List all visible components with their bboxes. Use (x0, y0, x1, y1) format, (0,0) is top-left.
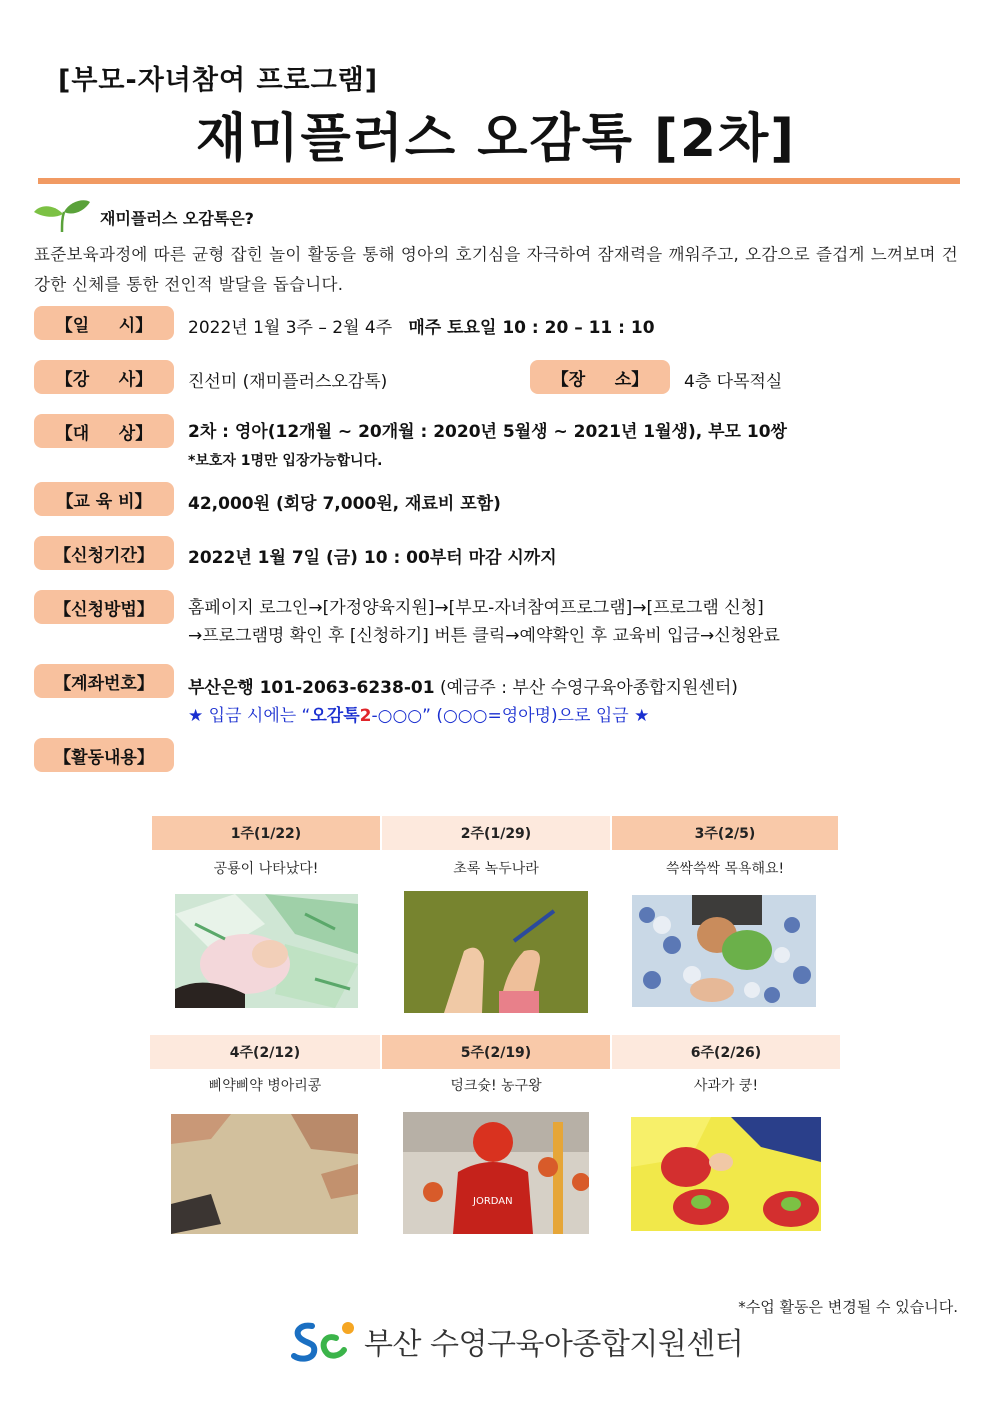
instructor-label: 【강 사】 (34, 360, 174, 394)
week-2-title: 초록 녹두나라 (453, 861, 539, 877)
week-3-header: 3주(2/5) (612, 816, 838, 850)
deposit-name: 오감톡 (310, 706, 360, 726)
week-5-header: 5주(2/19) (382, 1035, 610, 1069)
week-5-title: 덩크슛! 농구왕 (450, 1078, 542, 1094)
week-5-photo (403, 1112, 589, 1234)
account-number: 부산은행 101-2063-6238-01 (188, 678, 435, 698)
fee-label: 【교 육 비】 (34, 482, 174, 516)
org-logo (290, 1318, 743, 1364)
method-line-2: →프로그램명 확인 후 [신청하기] 버튼 클릭→예약확인 후 교육비 입금→신청완료 (188, 626, 780, 646)
week-2-header: 2주(1/29) (382, 816, 610, 850)
week-1-title: 공룡이 나타났다! (213, 861, 319, 877)
instructor-value: 진선미 (재미플러스오감톡) (188, 372, 388, 392)
place-value: 4층 다목적실 (684, 372, 783, 392)
svg-text:JORDAN: JORDAN (473, 1196, 513, 1207)
org-name: 부산 수영구육아종합지원센터 (364, 1327, 744, 1362)
date-time: 매주 토요일 10 : 20 – 11 : 10 (408, 318, 655, 338)
account-value (188, 673, 738, 698)
week-3-photo (632, 895, 816, 1007)
footer-note: *수업 활동은 변경될 수 있습니다. (738, 1298, 958, 1316)
fee-value: 42,000원 (회당 7,000원, 재료비 포함) (188, 494, 501, 514)
target-value: 2차 : 영아(12개월 ~ 20개월 : 2020년 5월생 ~ 2021년 1월생), 부모 10쌍 (188, 422, 787, 442)
activity-label: 【활동내용】 (34, 738, 174, 772)
method-line-1: 홈페이지 로그인→[가정양육지원]→[부모-자녀참여프로그램]→[프로그램 신청] (188, 598, 764, 618)
org-logo-icon (290, 1318, 356, 1364)
intro-heading: 재미플러스 오감톡은? (100, 209, 254, 228)
account-label: 【계좌번호】 (34, 664, 174, 698)
method-label: 【신청방법】 (34, 590, 174, 624)
week-1-photo (175, 894, 358, 1008)
place-label: 【장 소】 (530, 360, 670, 394)
date-value: 2022년 1월 3주 – 2월 4주 매주 토요일 10 : 20 – 11 : 10 (188, 318, 655, 338)
week-6-title: 사과가 쿵! (693, 1078, 759, 1094)
week-4-photo (171, 1114, 358, 1234)
intro-description: 표준보육과정에 따른 균형 잡힌 놀이 활동을 통해 영아의 호기심을 자극하여 잠재력을 깨워주고, 오감으로 즐겁게 느껴보며 건강한 신체를 통한 전인적 발달을 돕습니다. (34, 245, 958, 294)
week-6-photo (631, 1117, 821, 1231)
date-label: 【일 시】 (34, 306, 174, 340)
week-4-title: 삐약삐약 병아리콩 (208, 1078, 322, 1094)
week-3-title: 쓱싹쓱싹 목욕해요! (665, 861, 785, 877)
week-1-header: 1주(1/22) (152, 816, 380, 850)
deposit-number: 2 (359, 706, 372, 726)
week-4-header: 4주(2/12) (150, 1035, 380, 1069)
period-value: 2022년 1월 7일 (금) 10 : 00부터 마감 시까지 (188, 548, 557, 568)
sprout-icon (32, 198, 92, 234)
title-divider (38, 178, 960, 184)
period-label: 【신청기간】 (34, 536, 174, 570)
target-note: *보호자 1명만 입장가능합니다. (188, 453, 383, 469)
week-2-photo (404, 891, 588, 1013)
page-title: 재미플러스 오감톡 [2차] (195, 109, 796, 169)
week-6-header: 6주(2/26) (612, 1035, 840, 1069)
account-holder: (예금주 : 부산 수영구육아종합지원센터) (439, 678, 738, 698)
program-category: [부모-자녀참여 프로그램] (58, 65, 379, 96)
target-label: 【대 상】 (34, 414, 174, 448)
deposit-instruction: ★ 입금 시에는 “오감톡2-○○○” (○○○=영아명)으로 입금 ★ (188, 706, 650, 726)
